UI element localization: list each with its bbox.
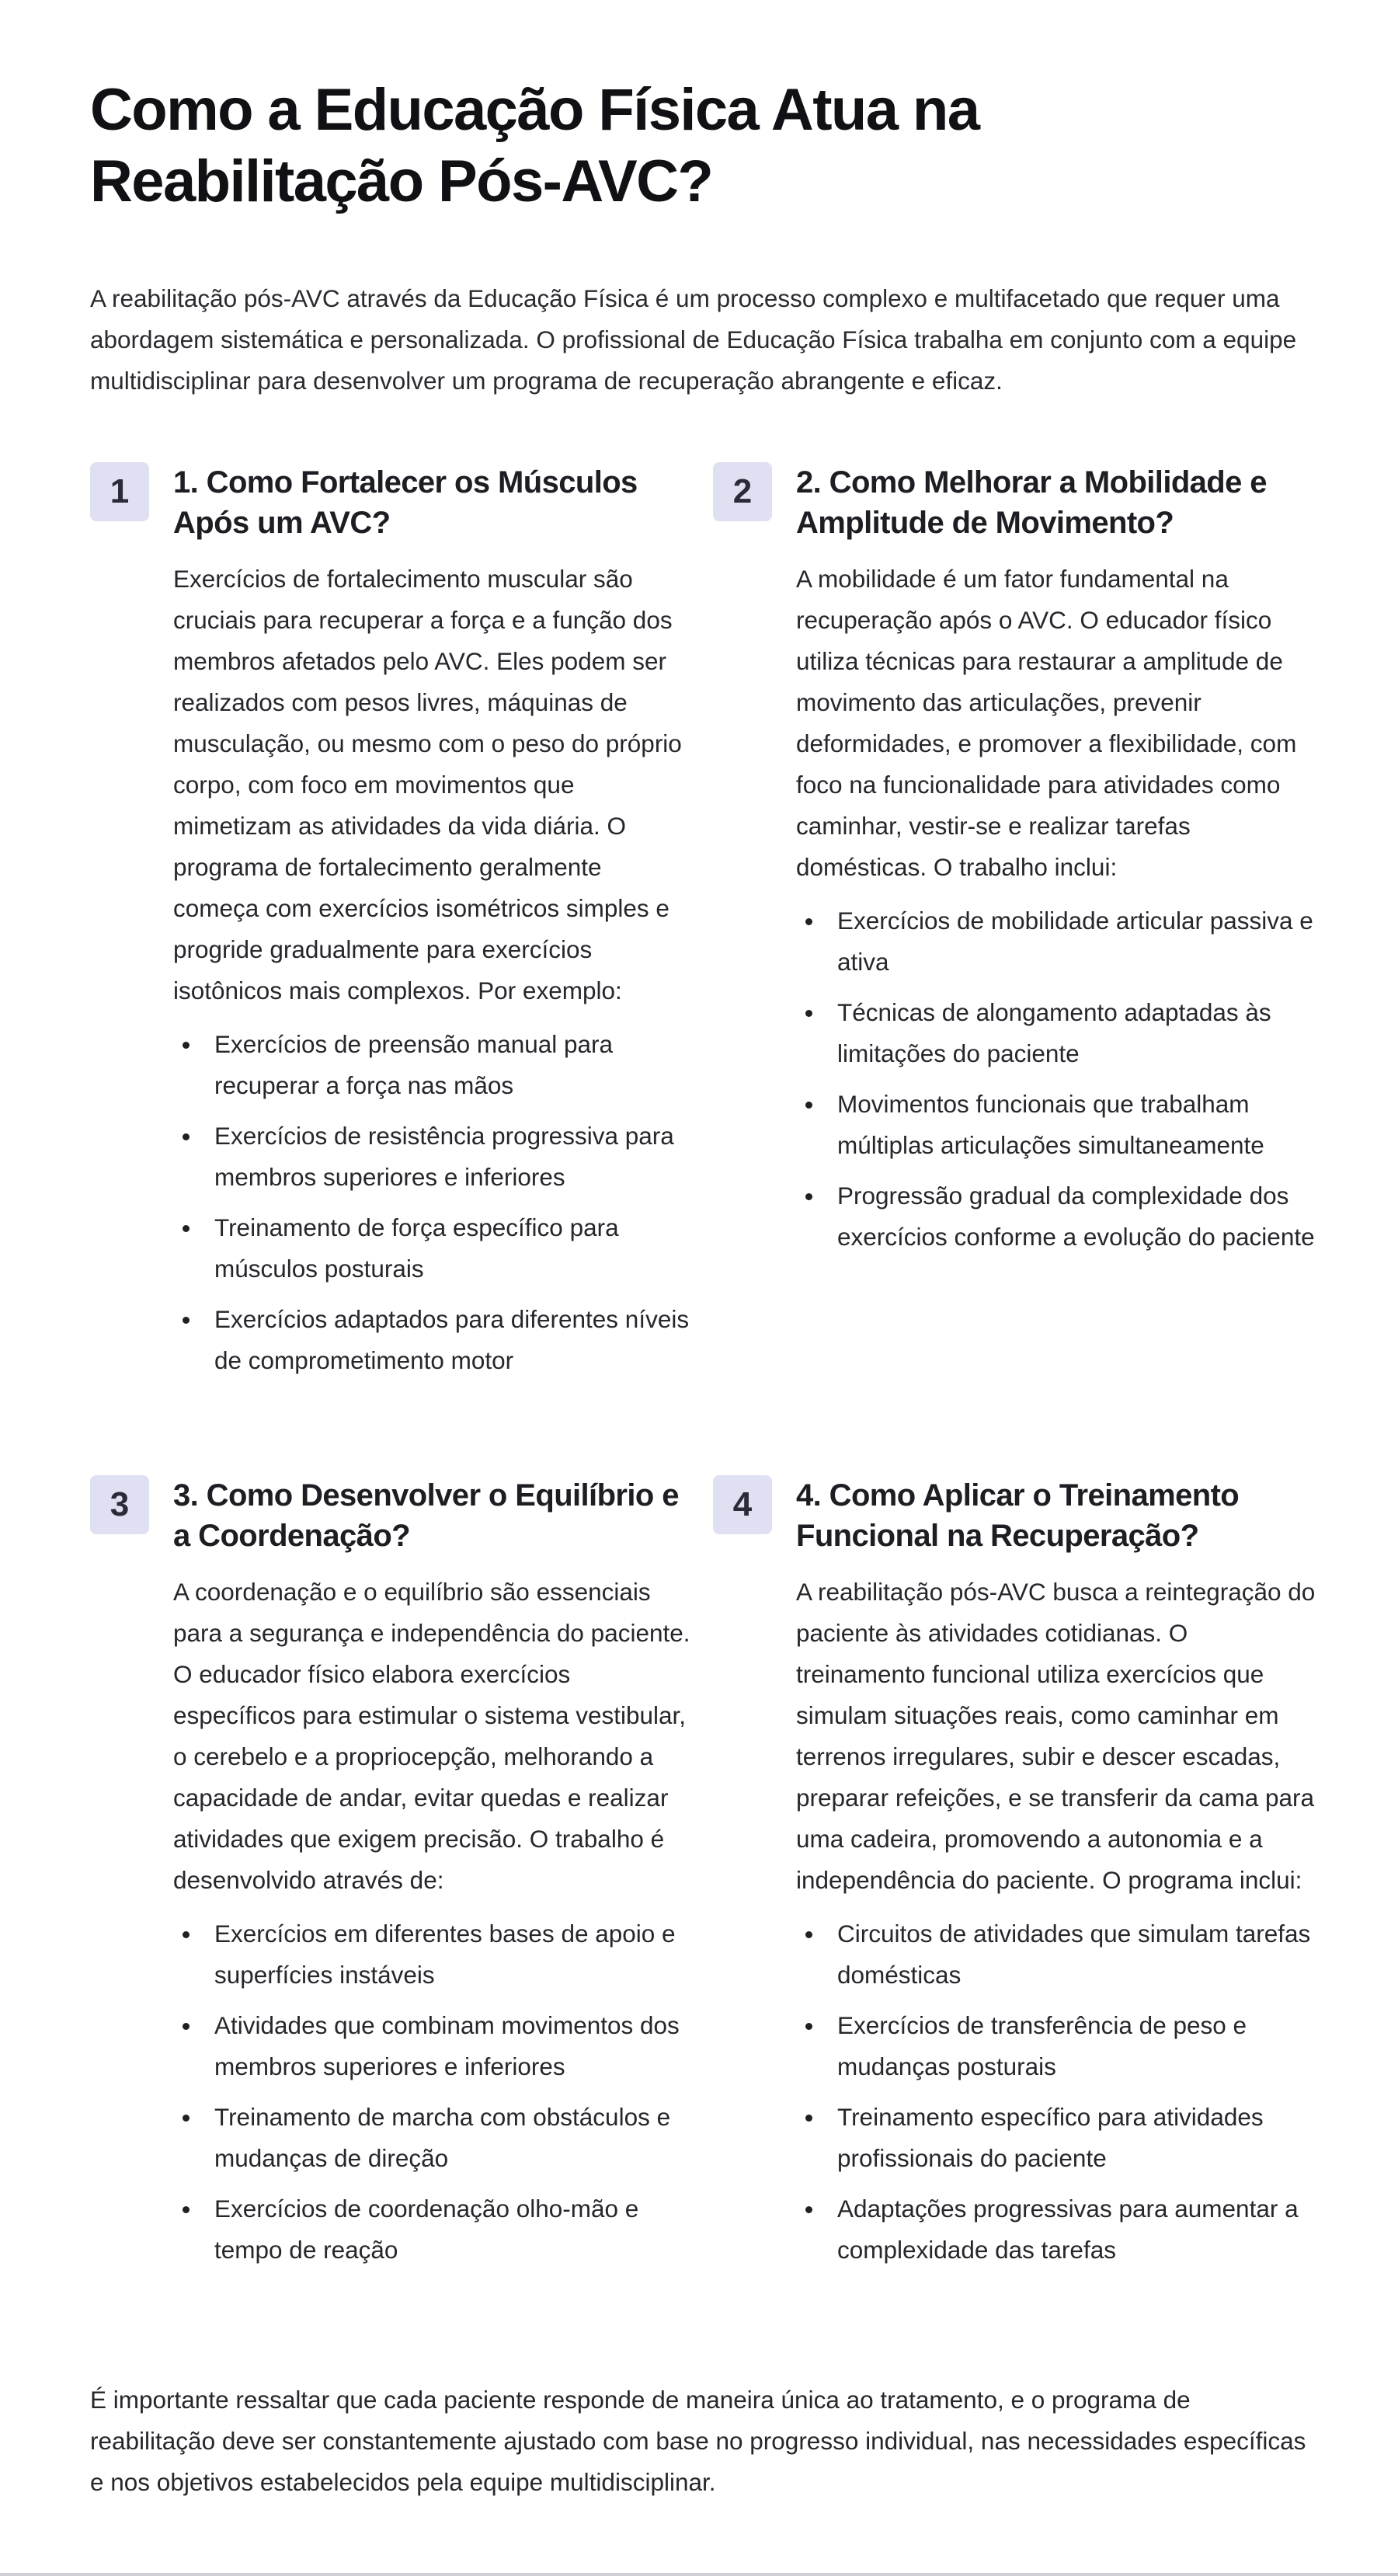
page-title: Como a Educação Física Atua na Reabilitação Pós-AVC?	[90, 77, 979, 214]
section-number-badge: 1	[90, 462, 149, 521]
intro-paragraph: A reabilitação pós-AVC através da Educação Física é um processo complexo e multifacetado que requer uma abordagem sistemática e personalizada. O profissional de Educação Física trabalha em conjunto com a equipe multidisciplinar para desenvolver um programa de recuperação abrangente e eficaz.	[90, 284, 1297, 395]
list-item: Atividades que combinam movimentos dos membros superiores e inferiores	[173, 2005, 694, 2087]
closing-paragraph: É importante ressaltar que cada paciente responde de maneira única ao tratamento, e o programa de reabilitação deve ser constantemente ajustado com base no progresso individual, nas necessidades específicas e nos objetivos estabelecidos pela equipe multidisciplinar.	[90, 2386, 1306, 2496]
bullet-list	[796, 1913, 1316, 2271]
section-text: A coordenação e o equilíbrio são essenciais para a segurança e independência do paciente. O educador físico elabora exercícios específicos para estimular o sistema vestibular, o cerebelo e a propriocepção, melhorando a capacidade de andar, evitar quedas e realizar atividades que exigem precisão. O trabalho é desenvolvido através de:	[173, 1578, 690, 1894]
section-text: Exercícios de fortalecimento muscular são cruciais para recuperar a força e a função dos membros afetados pelo AVC. Eles podem ser realizados com pesos livres, máquinas de musculação, ou mesmo com o peso do próprio corpo, com foco em movimentos que mimetizam as atividades da vida diária. O programa de fortalecimento geralmente começa com exercícios isométricos simples e progride gradualmente para exercícios isotônicos mais complexos. Por exemplo:	[173, 565, 682, 1004]
section-text: A mobilidade é um fator fundamental na recuperação após o AVC. O educador físico utiliza técnicas para restaurar a amplitude de movimento das articulações, prevenir deformidades, e promover a flexibilidade, com foco na funcionalidade para atividades como caminhar, vestir-se e realizar tarefas domésticas. O trabalho inclui:	[796, 565, 1297, 881]
list-item: Exercícios de resistência progressiva para membros superiores e inferiores	[173, 1116, 694, 1198]
section-number-badge: 3	[90, 1475, 149, 1534]
bullet-list	[173, 1024, 694, 1381]
section-title: 3. Como Desenvolver o Equilíbrio e a Coordenação?	[173, 1478, 679, 1553]
list-item: Treinamento de marcha com obstáculos e mudanças de direção	[173, 2097, 694, 2179]
section-title: 1. Como Fortalecer os Músculos Após um AVC?	[173, 465, 638, 540]
list-item: Progressão gradual da complexidade dos exercícios conforme a evolução do paciente	[796, 1175, 1316, 1258]
list-item: Exercícios em diferentes bases de apoio e superfícies instáveis	[173, 1913, 694, 1996]
list-item: Exercícios de transferência de peso e mudanças posturais	[796, 2005, 1316, 2087]
bullet-list	[173, 1913, 694, 2271]
list-item: Treinamento específico para atividades profissionais do paciente	[796, 2097, 1316, 2179]
section-number-badge: 2	[713, 462, 772, 521]
list-item: Técnicas de alongamento adaptadas às limitações do paciente	[796, 992, 1316, 1074]
list-item: Circuitos de atividades que simulam tarefas domésticas	[796, 1913, 1316, 1996]
list-item: Treinamento de força específico para músculos posturais	[173, 1207, 694, 1290]
section-title: 2. Como Melhorar a Mobilidade e Amplitude de Movimento?	[796, 465, 1267, 540]
list-item: Exercícios de mobilidade articular passiva e ativa	[796, 900, 1316, 983]
section-title: 4. Como Aplicar o Treinamento Funcional na Recuperação?	[796, 1478, 1240, 1553]
list-item: Adaptações progressivas para aumentar a complexidade das tarefas	[796, 2188, 1316, 2271]
bullet-list	[796, 900, 1316, 1258]
list-item: Exercícios de preensão manual para recuperar a força nas mãos	[173, 1024, 694, 1106]
list-item: Movimentos funcionais que trabalham múltiplas articulações simultaneamente	[796, 1084, 1316, 1166]
list-item: Exercícios de coordenação olho-mão e tempo de reação	[173, 2188, 694, 2271]
section-number-badge: 4	[713, 1475, 772, 1534]
list-item: Exercícios adaptados para diferentes níveis de comprometimento motor	[173, 1299, 694, 1381]
bottom-divider	[0, 2573, 1398, 2576]
document-page	[90, 75, 1316, 2264]
section-text: A reabilitação pós-AVC busca a reintegração do paciente às atividades cotidianas. O treinamento funcional utiliza exercícios que simulam situações reais, como caminhar em terrenos irregulares, subir e descer escadas, preparar refeições, e se transferir da cama para uma cadeira, promovendo a autonomia e a independência do paciente. O programa inclui:	[796, 1578, 1316, 1894]
